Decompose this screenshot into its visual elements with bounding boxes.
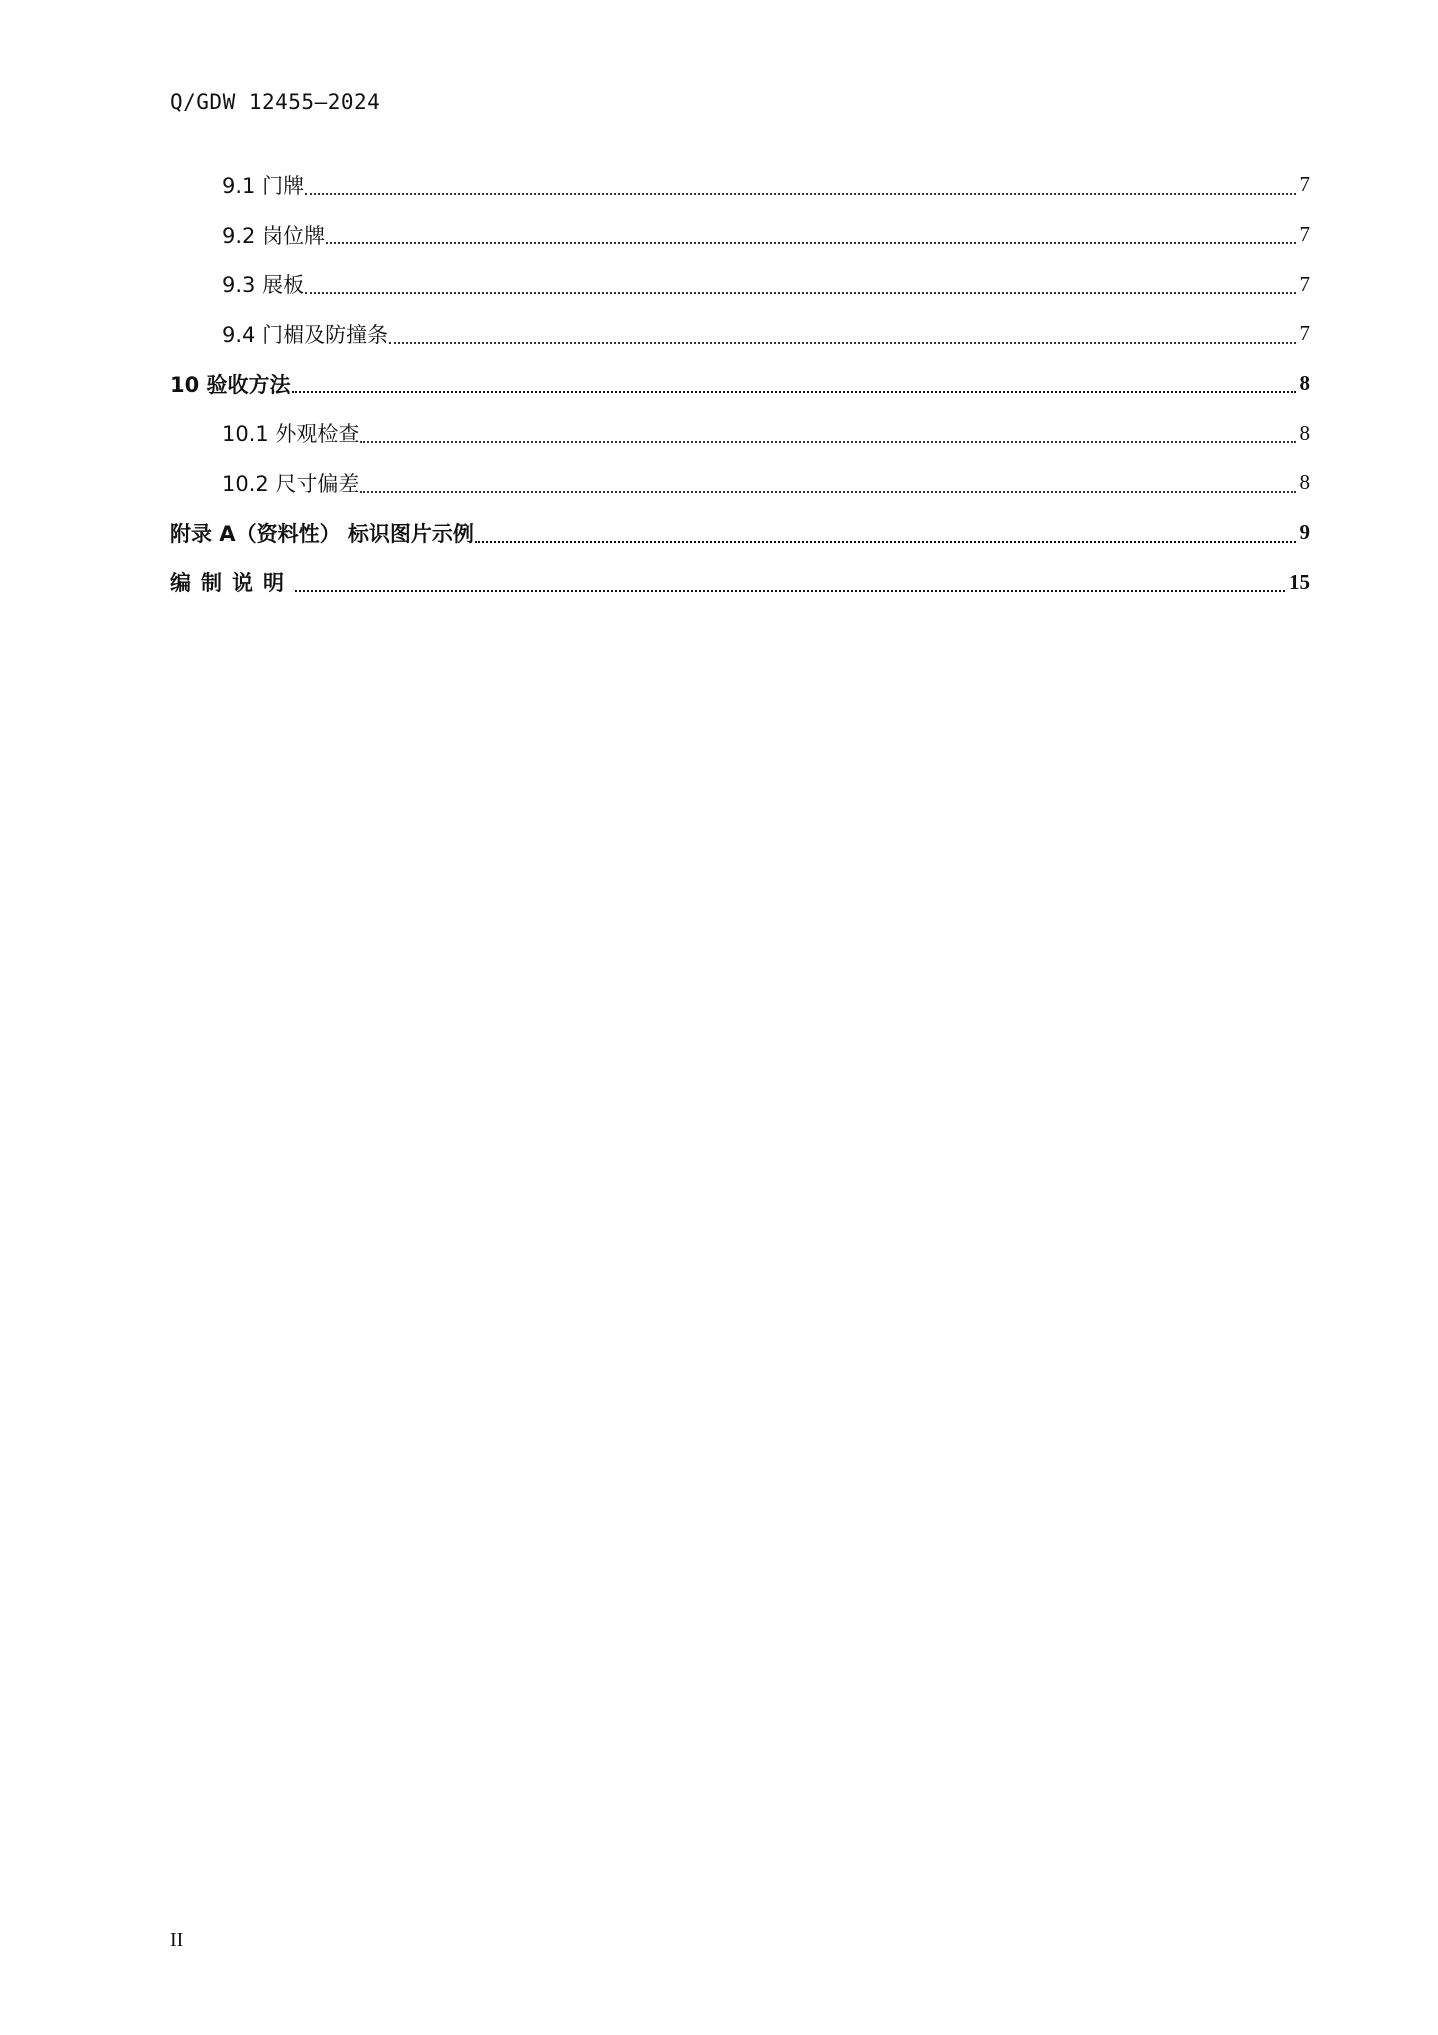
toc-entry-9-2[interactable] <box>170 210 1310 260</box>
toc-entry-page-number: 7 <box>1299 172 1310 197</box>
toc-dot-leader <box>475 508 1298 558</box>
toc-dot-leader <box>292 359 1298 409</box>
toc-dot-leader <box>305 160 1297 210</box>
toc-entry-page-number: 8 <box>1299 420 1310 445</box>
toc-entry-page-number: 7 <box>1299 271 1310 296</box>
toc-entry-label: 10 验收方法 <box>170 372 291 397</box>
document-code-header: Q/GDW 12455—2024 <box>170 90 381 114</box>
toc-entry-page-number: 7 <box>1299 321 1310 346</box>
toc-dot-leader <box>360 458 1297 508</box>
toc-entry-page-number: 7 <box>1299 222 1310 247</box>
toc-entry-page-number: 8 <box>1299 371 1310 396</box>
toc-entry-appendix-a[interactable] <box>170 508 1310 558</box>
toc-entry-page-number: 8 <box>1299 470 1310 495</box>
toc-dot-leader <box>295 558 1287 608</box>
toc-entry-10-1[interactable] <box>170 408 1310 458</box>
toc-entry-9-1[interactable] <box>170 160 1310 210</box>
toc-dot-leader <box>389 309 1297 359</box>
toc-entry-label: 附录 A（资料性） 标识图片示例 <box>170 521 474 546</box>
toc-entry-label: 9.1 门牌 <box>222 173 305 198</box>
toc-entry-page-number: 9 <box>1299 520 1310 545</box>
toc-entry-label: 10.2 尺寸偏差 <box>222 471 360 496</box>
toc-entry-label: 编制说明 <box>170 571 294 596</box>
toc-entry-label: 9.3 展板 <box>222 273 305 298</box>
toc-entry-10-2[interactable] <box>170 458 1310 508</box>
toc-dot-leader <box>305 259 1297 309</box>
table-of-contents <box>170 160 1310 607</box>
toc-entry-compilation-notes[interactable] <box>170 558 1310 608</box>
toc-dot-leader <box>360 408 1297 458</box>
toc-dot-leader <box>326 210 1297 260</box>
toc-entry-9-3[interactable] <box>170 259 1310 309</box>
toc-entry-9-4[interactable] <box>170 309 1310 359</box>
toc-entry-label: 9.4 门楣及防撞条 <box>222 322 389 347</box>
toc-entry-label: 9.2 岗位牌 <box>222 223 326 248</box>
toc-entry-page-number: 15 <box>1289 569 1310 594</box>
page-number: II <box>170 1929 184 1951</box>
toc-entry-10[interactable] <box>170 359 1310 409</box>
toc-entry-label: 10.1 外观检查 <box>222 422 360 447</box>
